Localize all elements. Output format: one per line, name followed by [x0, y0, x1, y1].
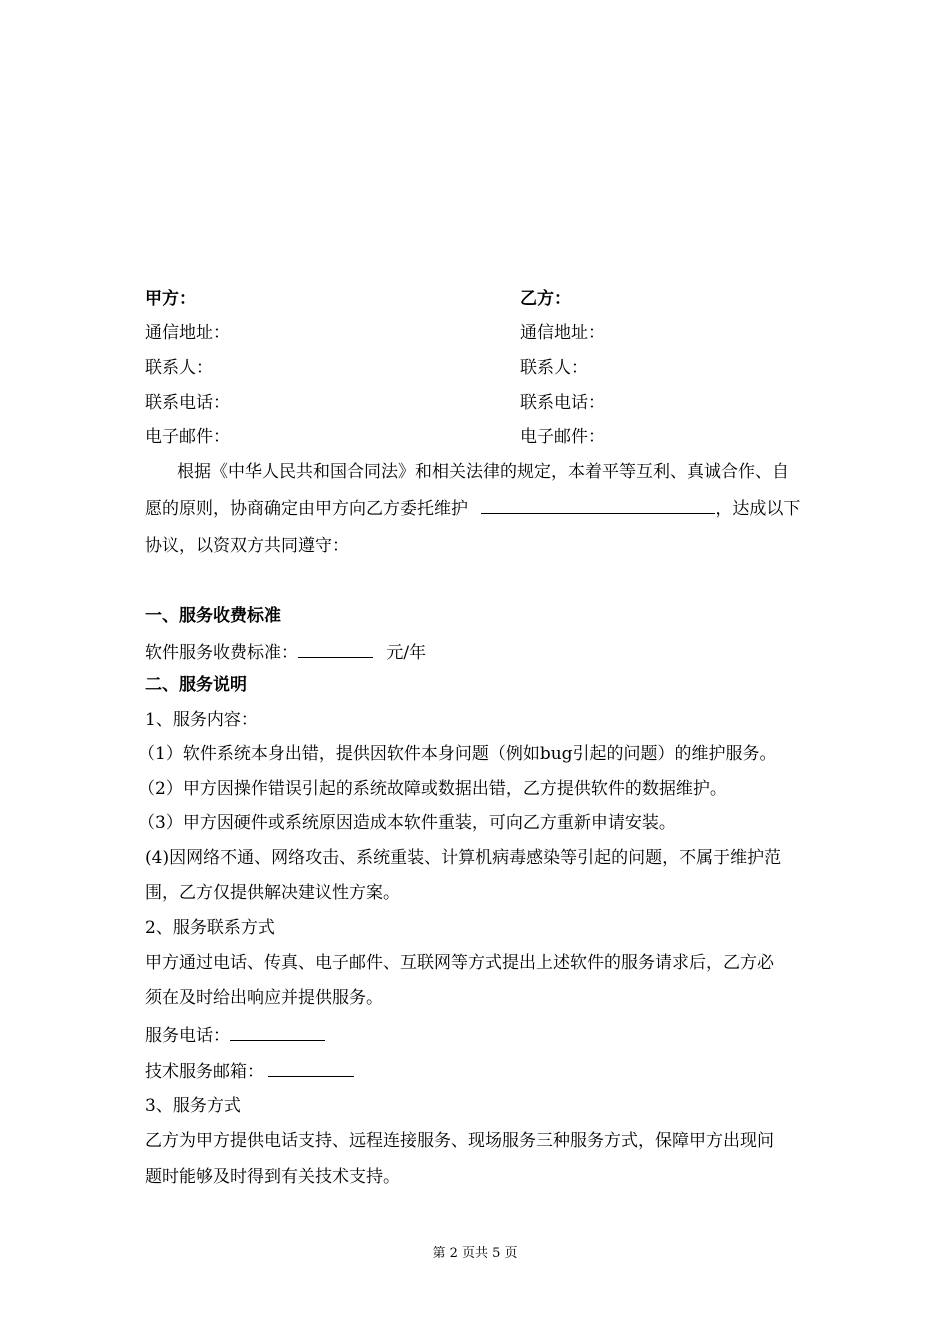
- service-email-label: 技术服务邮箱：: [145, 1062, 264, 1082]
- fee-amount-blank: [298, 640, 373, 658]
- section-1-heading: 一、服务收费标准: [145, 606, 281, 626]
- party-a-title: 甲方：: [145, 289, 196, 309]
- contact-method-line-1: 甲方通过电话、传真、电子邮件、互联网等方式提出上述软件的服务请求后，乙方必: [145, 953, 774, 973]
- page-number: 第 2 页共 5 页: [432, 1246, 518, 1261]
- party-b-email-label: 电子邮件：: [520, 427, 605, 447]
- party-a-email-label: 电子邮件：: [145, 427, 230, 447]
- service-phone-label: 服务电话：: [145, 1026, 230, 1046]
- service-mode-title: 3、服务方式: [145, 1096, 241, 1116]
- party-b-phone-label: 联系电话：: [520, 393, 605, 413]
- service-mode-line-2: 题时能够及时得到有关技术支持。: [145, 1167, 400, 1187]
- service-phone-line: [145, 1023, 325, 1047]
- party-b-title: 乙方：: [520, 289, 571, 309]
- maintenance-target-blank: [481, 496, 715, 514]
- contact-method-title: 2、服务联系方式: [145, 918, 275, 938]
- fee-label: 软件服务收费标准：: [145, 643, 298, 663]
- contact-method-line-2: 须在及时给出响应并提供服务。: [145, 988, 383, 1008]
- intro-line-1: 根据《中华人民共和国合同法》和相关法律的规定，本着平等互利、真诚合作、自: [177, 462, 789, 482]
- service-item-1: （1）软件系统本身出错，提供因软件本身问题（例如bug引起的问题）的维护服务。: [138, 744, 777, 764]
- service-item-4-line-1: (4)因网络不通、网络攻击、系统重装、计算机病毒感染等引起的问题，不属于维护范: [145, 848, 782, 868]
- party-b-contact-label: 联系人：: [520, 358, 588, 378]
- service-item-2: （2）甲方因操作错误引起的系统故障或数据出错，乙方提供软件的数据维护。: [138, 779, 727, 799]
- party-b-address-label: 通信地址：: [520, 323, 605, 343]
- party-a-phone-label: 联系电话：: [145, 393, 230, 413]
- service-item-4-line-2: 围，乙方仅提供解决建议性方案。: [145, 883, 400, 903]
- fee-line: [145, 640, 426, 664]
- service-content-title: 1、服务内容：: [145, 710, 258, 730]
- party-a-contact-label: 联系人：: [145, 358, 213, 378]
- service-email-line: [145, 1059, 354, 1083]
- fee-unit: 元/年: [386, 643, 427, 663]
- section-2-heading: 二、服务说明: [145, 675, 247, 695]
- service-email-blank: [268, 1059, 354, 1077]
- intro-line-2-text: 愿的原则，协商确定由甲方向乙方委托维护: [145, 499, 468, 519]
- party-a-address-label: 通信地址：: [145, 323, 230, 343]
- service-phone-blank: [230, 1023, 325, 1041]
- intro-line-2: [145, 496, 800, 520]
- service-mode-line-1: 乙方为甲方提供电话支持、远程连接服务、现场服务三种服务方式，保障甲方出现问: [145, 1131, 774, 1151]
- intro-line-2-tail: ，达成以下: [715, 499, 801, 519]
- intro-line-3: 协议，以资双方共同遵守：: [145, 536, 349, 556]
- service-item-3: （3）甲方因硬件或系统原因造成本软件重装，可向乙方重新申请安装。: [138, 813, 676, 833]
